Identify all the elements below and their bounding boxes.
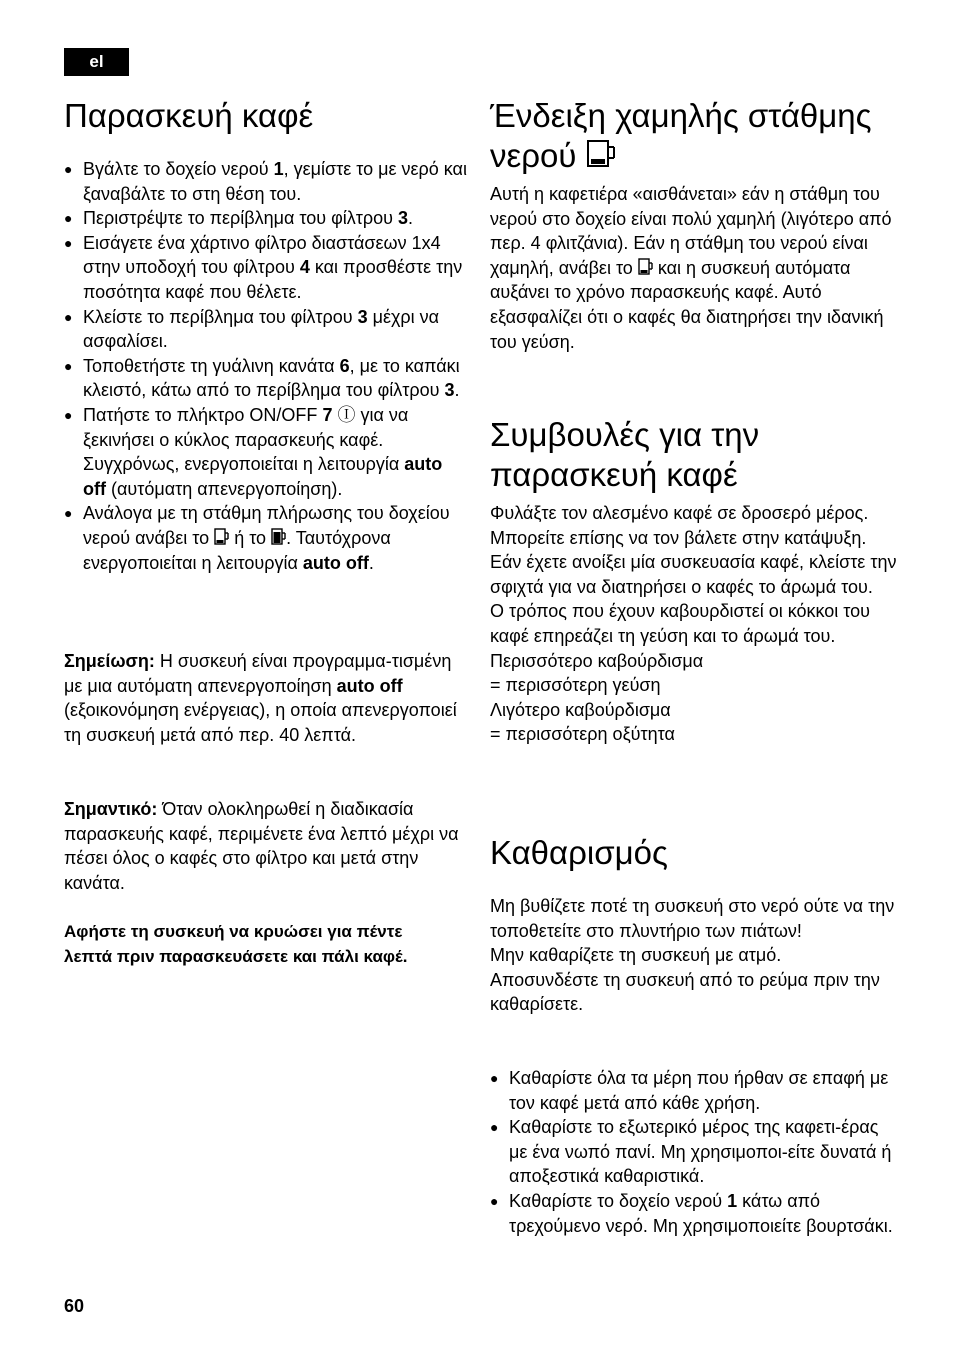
list-item: ● Εισάγετε ένα χάρτινο φίλτρο διαστάσεων 1x4 στην υποδοχή του φίλτρου 4 και προσθέστε την ποσότητα καφέ που θέλετε.	[64, 231, 468, 305]
list-item: ● Καθαρίστε το δοχείο νερού 1 κάτω από τρεχούμενο νερό. Μη χρησιμοποιείτε βουρτσάκι.	[490, 1189, 900, 1238]
list-item: ● Ανάλογα με τη στάθμη πλήρωσης του δοχείου νερού ανάβει το ή το . Ταυτόχρονα ενεργοποιείται η λειτουργία auto off.	[64, 501, 468, 575]
full-water-icon	[271, 528, 286, 546]
section-title-tips: Συμβουλές για την παρασκευή καφέ	[490, 416, 760, 493]
list-item: ● Καθαρίστε το εξωτερικό μέρος της καφετι-έρας με ένα νωπό πανί. Μη χρησιμοποι-είτε δυνατά ή αποξεστικά καθαριστικά.	[490, 1115, 900, 1189]
cleaning-paragraph: Αποσυνδέστε τη συσκευή από το ρεύμα πριν την καθαρίσετε.	[490, 969, 880, 1015]
list-item: ● Βγάλτε το δοχείο νερού 1, γεμίστε το με νερό και ξαναβάλτε το στη θέση του.	[64, 157, 468, 206]
cleaning-steps	[490, 1066, 900, 1238]
tips-text	[490, 501, 900, 747]
section-title-coffee-preparation: Παρασκευή καφέ	[64, 97, 314, 134]
cleaning-paragraph: Μην καθαρίζετε τη συσκευή με ατμό.	[490, 945, 782, 966]
section-title-low-water: Ένδειξη χαμηλής στάθμης νερού	[490, 96, 910, 178]
power-icon: Ⓘ	[337, 404, 356, 425]
list-item: ● Περιστρέψτε το περίβλημα του φίλτρου 3.	[64, 206, 468, 231]
preparation-steps	[64, 157, 468, 575]
list-item: ● Κλείστε το περίβλημα του φίλτρου 3 μέχρι να ασφαλίσει.	[64, 305, 468, 354]
important-paragraph: Σημαντικό: Όταν ολοκληρωθεί η διαδικασία παρασκευής καφέ, περιμένετε ένα λεπτό μέχρι να πέσει όλος ο καφές στο φίλτρο και μετά στην κανάτα.	[64, 799, 459, 893]
tips-paragraph: Περισσότερο καβούρδισμα	[490, 650, 704, 671]
low-water-icon	[214, 528, 229, 546]
cleaning-paragraph: Μη βυθίζετε ποτέ τη συσκευή στο νερό ούτε να την τοποθετείτε στο πλυντήριο των πιάτων!	[490, 896, 895, 941]
tips-paragraph: Φυλάξτε τον αλεσμένο καφέ σε δροσερό μέρος. Μπορείτε επίσης να τον βάλετε στην κατάψυξη. Εάν έχετε ανοίξει μία συσκευασία καφέ, κλείστε την σφιχτά για να διατηρήσει ο καφές το άρωμά του.	[490, 503, 897, 597]
low-water-icon	[638, 258, 653, 276]
page-number: 60	[64, 1296, 85, 1316]
list-item: ● Καθαρίστε όλα τα μέρη που ήρθαν σε επαφή με τον καφέ μετά από κάθε χρήση.	[490, 1066, 900, 1115]
section-title-cleaning: Καθαρισμός	[490, 834, 668, 871]
language-tab: el	[64, 48, 129, 76]
tips-paragraph: Ο τρόπος που έχουν καβουρδιστεί οι κόκκοι του καφέ επηρεάζει τη γεύση και το άρωμά του.	[490, 601, 871, 646]
tips-paragraph: Λιγότερο καβούρδισμα	[490, 699, 671, 720]
list-item: ● Πατήστε το πλήκτρο ON/OFF 7 Ⓘ για να ξεκινήσει ο κύκλος παρασκευής καφέ. Συγχρόνως, ενεργοποιείται η λειτουργία auto off (αυτόματη απενεργοποίηση).	[64, 403, 468, 501]
tips-paragraph: = περισσότερη οξύτητα	[490, 724, 675, 745]
note-paragraph: Σημείωση: Η συσκευή είναι προγραμμα-τισμένη με μια αυτόματη απενεργοποίηση auto off (εξοικονόμηση ενέργειας), η οποία απενεργοποιεί τη συσκευή μετά από περ. 40 λεπτά.	[64, 651, 457, 745]
cooldown-warning: Αφήστε τη συσκευή να κρυώσει για πέντε λεπτά πριν παρασκευάσετε και πάλι καφέ.	[64, 922, 408, 966]
low-water-description: Αυτή η καφετιέρα «αισθάνεται» εάν η στάθμη του νερού στο δοχείο είναι πολύ χαμηλή (λιγότερο από περ. 4 φλιτζάνια). Εάν η στάθμη του νερού είναι χαμηλή, ανάβει το και η συσκευή αυτόματα αυξάνει το χρόνο παρασκευής καφέ. Αυτό εξασφαλίζει ότι ο καφές θα διατηρήσει την ιδανική του γεύση.	[490, 184, 892, 352]
low-water-icon	[586, 138, 616, 178]
tips-paragraph: = περισσότερη γεύση	[490, 675, 661, 696]
cleaning-text	[490, 894, 900, 1017]
list-item: ● Τοποθετήστε τη γυάλινη κανάτα 6, με το καπάκι κλειστό, κάτω από το περίβλημα του φίλτρου 3.	[64, 354, 468, 403]
